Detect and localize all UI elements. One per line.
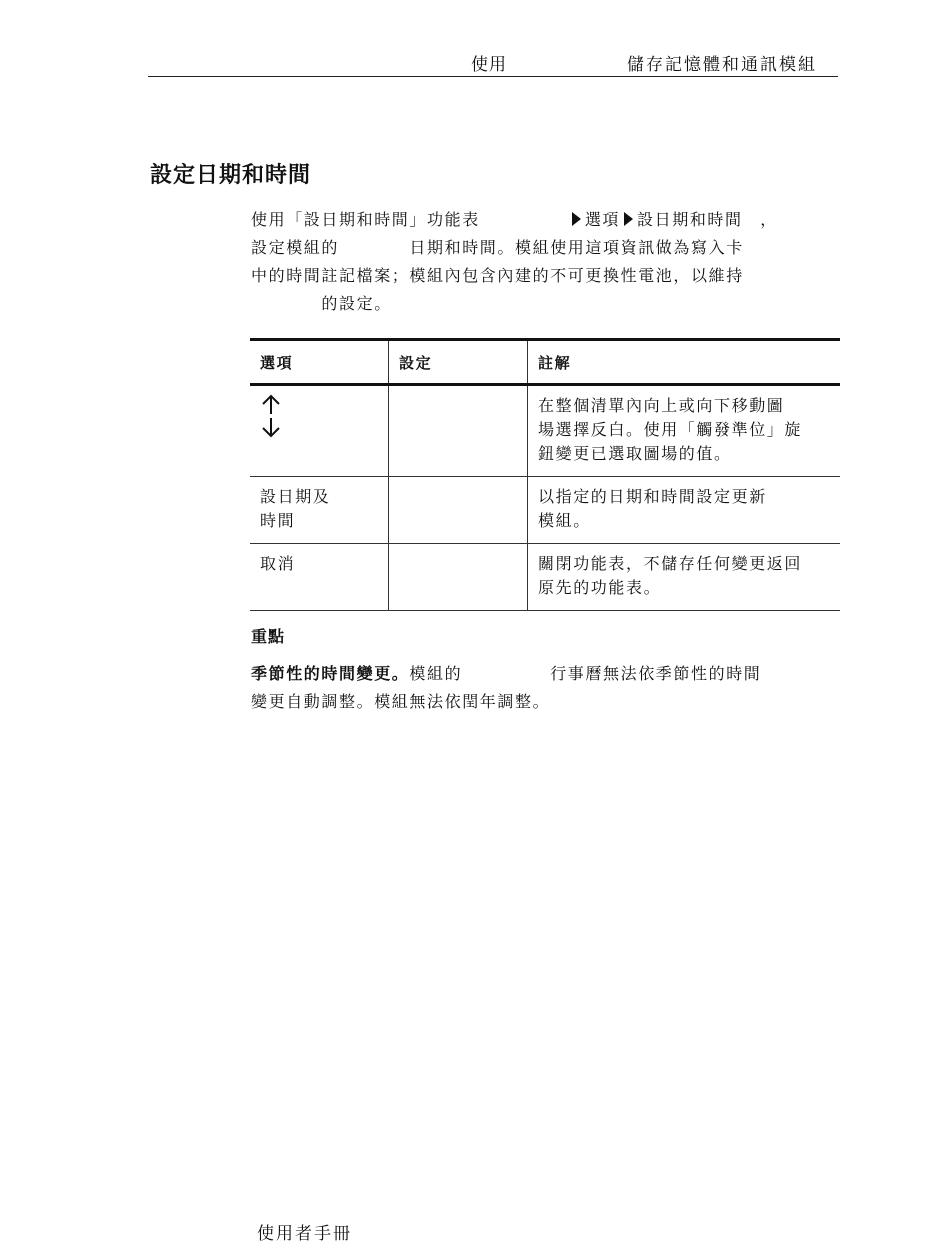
header-chapter: 使用 [471, 55, 507, 75]
intro-line-1-text: 使用「設日期和時間」功能表 [251, 210, 480, 229]
up-down-arrows-icon [260, 394, 282, 438]
table-header-row [250, 340, 840, 385]
header-comment: 註解 [528, 340, 841, 385]
option-line: 設日期及 [260, 487, 331, 506]
menu-arrow-icon-2 [624, 212, 633, 226]
important-label: 重點 [251, 627, 286, 646]
comment-line: 關閉功能表，不儲存任何變更返回 [538, 554, 803, 573]
table-row [250, 385, 840, 477]
important-paragraph [251, 660, 841, 716]
option-line: 取消 [260, 554, 296, 573]
header-option: 選項 [250, 340, 389, 385]
comment-cell [528, 385, 841, 477]
important-line-1 [251, 660, 841, 688]
option-cell [250, 477, 389, 544]
table-row [250, 477, 840, 544]
option-cell [250, 544, 389, 611]
option-line: 時間 [260, 511, 296, 530]
intro-line-2: 設定模組的 日期和時間。模組使用這項資訊做為寫入卡 [251, 238, 744, 257]
setting-cell [389, 477, 528, 544]
options-table [250, 338, 840, 611]
comment-line: 原先的功能表。 [538, 578, 662, 597]
intro-menu-option: 選項 [584, 210, 621, 229]
intro-paragraph [251, 206, 841, 318]
important-lead: 季節性的時間變更。 [251, 664, 410, 683]
header-rule [148, 76, 838, 77]
table-row [250, 544, 840, 611]
comment-line: 模組。 [538, 511, 591, 530]
setting-cell [389, 544, 528, 611]
header-setting: 設定 [389, 340, 528, 385]
important-line-2: 變更自動調整。模組無法依閏年調整。 [251, 692, 551, 711]
comment-line: 鈕變更已選取圖場的值。 [538, 444, 732, 463]
setting-cell [389, 385, 528, 477]
intro-menu-item: 設日期和時間 ， [637, 210, 778, 229]
intro-line-4: 的設定。 [251, 294, 392, 313]
intro-line-1 [251, 206, 841, 234]
intro-line-3: 中的時間註記檔案；模組內包含內建的不可更換性電池，以維持 [251, 266, 744, 285]
comment-cell [528, 544, 841, 611]
comment-line: 以指定的日期和時間設定更新 [538, 487, 767, 506]
option-cell [250, 385, 389, 477]
section-title: 設定日期和時間 [150, 162, 312, 188]
important-line-1-text: 模組的 行事曆無法依季節性的時間 [409, 664, 762, 683]
comment-line: 場選擇反白。使用「觸發準位」旋 [538, 420, 803, 439]
comment-cell [528, 477, 841, 544]
footer-manual-title: 使用者手冊 [257, 1224, 352, 1244]
menu-arrow-icon [572, 212, 581, 226]
header-section: 儲存記憶體和通訊模組 [627, 55, 817, 75]
comment-line: 在整個清單內向上或向下移動圖 [538, 396, 785, 415]
